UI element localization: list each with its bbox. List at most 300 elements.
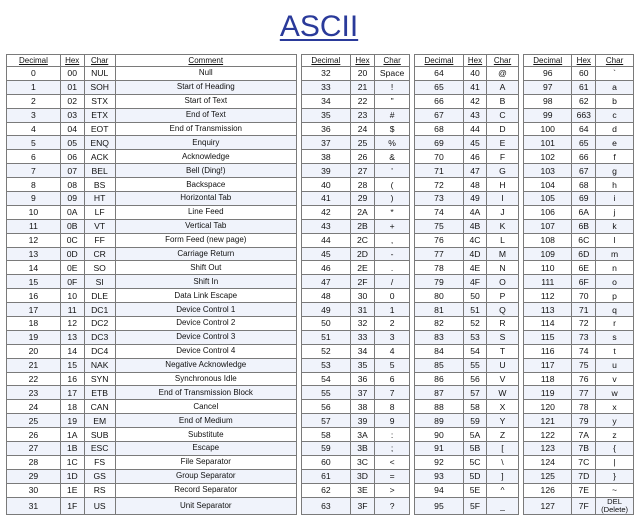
char-cell: LF	[84, 205, 115, 219]
decimal-cell: 114	[523, 317, 571, 331]
hex-cell: 02	[60, 94, 84, 108]
hex-cell: 11	[60, 303, 84, 317]
decimal-cell: 84	[415, 344, 463, 358]
char-cell: $	[375, 122, 409, 136]
char-cell: }	[596, 469, 634, 483]
char-cell: q	[596, 303, 634, 317]
hex-cell: 13	[60, 330, 84, 344]
hex-cell: 7F	[572, 497, 596, 514]
hex-cell: 3C	[350, 455, 375, 469]
char-cell: N	[487, 261, 518, 275]
decimal-cell: 23	[7, 386, 61, 400]
decimal-cell: 14	[7, 261, 61, 275]
decimal-cell: 57	[302, 414, 350, 428]
char-cell: v	[596, 372, 634, 386]
hex-cell: 60	[572, 67, 596, 81]
char-cell: FF	[84, 233, 115, 247]
hex-cell: 6E	[572, 261, 596, 275]
decimal-cell: 2	[7, 94, 61, 108]
decimal-cell: 106	[523, 205, 571, 219]
char-cell: NUL	[84, 67, 115, 81]
hex-cell: 4E	[463, 261, 487, 275]
decimal-cell: 45	[302, 247, 350, 261]
table-row	[7, 80, 634, 94]
char-cell: [	[487, 442, 518, 456]
decimal-cell: 47	[302, 275, 350, 289]
char-cell: c	[596, 108, 634, 122]
char-cell: M	[487, 247, 518, 261]
hex-cell: 70	[572, 289, 596, 303]
hex-cell: 5B	[463, 442, 487, 456]
char-cell: ?	[375, 497, 409, 514]
char-cell: b	[596, 94, 634, 108]
decimal-cell: 30	[7, 483, 61, 497]
decimal-cell: 29	[7, 469, 61, 483]
decimal-cell: 38	[302, 150, 350, 164]
hex-cell: 0D	[60, 247, 84, 261]
hex-cell: 7A	[572, 428, 596, 442]
decimal-cell: 119	[523, 386, 571, 400]
decimal-cell: 12	[7, 233, 61, 247]
hex-cell: 54	[463, 344, 487, 358]
hex-cell: 5D	[463, 469, 487, 483]
decimal-cell: 93	[415, 469, 463, 483]
char-cell: EOT	[84, 122, 115, 136]
char-cell: >	[375, 483, 409, 497]
decimal-cell: 51	[302, 330, 350, 344]
decimal-cell: 27	[7, 442, 61, 456]
char-cell: C	[487, 108, 518, 122]
decimal-cell: 53	[302, 358, 350, 372]
decimal-cell: 127	[523, 497, 571, 514]
char-cell: i	[596, 192, 634, 206]
comment-cell: Acknowledge	[115, 150, 296, 164]
char-cell: BS	[84, 178, 115, 192]
char-cell: ENQ	[84, 136, 115, 150]
decimal-cell: 75	[415, 219, 463, 233]
decimal-cell: 95	[415, 497, 463, 514]
char-cell: x	[596, 400, 634, 414]
char-cell: 4	[375, 344, 409, 358]
decimal-cell: 67	[415, 108, 463, 122]
char-cell: 6	[375, 372, 409, 386]
decimal-cell: 35	[302, 108, 350, 122]
hex-cell: 3B	[350, 442, 375, 456]
hex-cell: 46	[463, 150, 487, 164]
comment-cell: End of Transmission	[115, 122, 296, 136]
hex-cell: 6D	[572, 247, 596, 261]
hex-cell: 4A	[463, 205, 487, 219]
char-cell: @	[487, 67, 518, 81]
hex-cell: 25	[350, 136, 375, 150]
char-cell: 7	[375, 386, 409, 400]
char-cell: DLE	[84, 289, 115, 303]
hex-cell: 22	[350, 94, 375, 108]
comment-cell: Device Control 3	[115, 330, 296, 344]
char-cell: I	[487, 192, 518, 206]
header-char: Char	[487, 55, 518, 67]
decimal-cell: 88	[415, 400, 463, 414]
hex-cell: 59	[463, 414, 487, 428]
char-cell: ]	[487, 469, 518, 483]
table-row	[7, 303, 634, 317]
comment-cell: Synchronous Idle	[115, 372, 296, 386]
hex-cell: 04	[60, 122, 84, 136]
hex-cell: 6C	[572, 233, 596, 247]
decimal-cell: 44	[302, 233, 350, 247]
char-cell: DEL (Delete)	[596, 497, 634, 514]
char-cell: US	[84, 497, 115, 514]
hex-cell: 44	[463, 122, 487, 136]
char-cell: k	[596, 219, 634, 233]
hex-cell: 56	[463, 372, 487, 386]
char-cell: A	[487, 80, 518, 94]
hex-cell: 18	[60, 400, 84, 414]
decimal-cell: 82	[415, 317, 463, 331]
hex-cell: 2E	[350, 261, 375, 275]
hex-cell: 2D	[350, 247, 375, 261]
hex-cell: 0F	[60, 275, 84, 289]
decimal-cell: 78	[415, 261, 463, 275]
hex-cell: 36	[350, 372, 375, 386]
decimal-cell: 91	[415, 442, 463, 456]
hex-cell: 72	[572, 317, 596, 331]
decimal-cell: 80	[415, 289, 463, 303]
decimal-cell: 76	[415, 233, 463, 247]
comment-cell: Start of Text	[115, 94, 296, 108]
char-cell: EM	[84, 414, 115, 428]
decimal-cell: 34	[302, 94, 350, 108]
hex-cell: 74	[572, 344, 596, 358]
char-cell: E	[487, 136, 518, 150]
decimal-cell: 31	[7, 497, 61, 514]
hex-cell: 66	[572, 150, 596, 164]
hex-cell: 71	[572, 303, 596, 317]
decimal-cell: 96	[523, 67, 571, 81]
decimal-cell: 28	[7, 455, 61, 469]
decimal-cell: 5	[7, 136, 61, 150]
decimal-cell: 65	[415, 80, 463, 94]
char-cell: `	[596, 67, 634, 81]
table-row	[7, 192, 634, 206]
char-cell: FS	[84, 455, 115, 469]
title-text: ASCII	[279, 10, 359, 43]
decimal-cell: 22	[7, 372, 61, 386]
hex-cell: 6A	[572, 205, 596, 219]
char-cell: e	[596, 136, 634, 150]
hex-cell: 50	[463, 289, 487, 303]
decimal-cell: 24	[7, 400, 61, 414]
decimal-cell: 122	[523, 428, 571, 442]
decimal-cell: 103	[523, 164, 571, 178]
decimal-cell: 124	[523, 455, 571, 469]
char-cell: y	[596, 414, 634, 428]
char-cell: P	[487, 289, 518, 303]
comment-cell: Group Separator	[115, 469, 296, 483]
comment-cell: End of Text	[115, 108, 296, 122]
hex-cell: 7D	[572, 469, 596, 483]
decimal-cell: 85	[415, 358, 463, 372]
hex-cell: 40	[463, 67, 487, 81]
hex-cell: 1C	[60, 455, 84, 469]
hex-cell: 7E	[572, 483, 596, 497]
comment-cell: Substitute	[115, 428, 296, 442]
char-cell: SUB	[84, 428, 115, 442]
decimal-cell: 68	[415, 122, 463, 136]
char-cell: /	[375, 275, 409, 289]
comment-cell: Data Link Escape	[115, 289, 296, 303]
char-cell: a	[596, 80, 634, 94]
char-cell: Y	[487, 414, 518, 428]
hex-cell: 30	[350, 289, 375, 303]
hex-cell: 64	[572, 122, 596, 136]
char-cell: DC2	[84, 317, 115, 331]
table-row	[7, 164, 634, 178]
hex-cell: 2F	[350, 275, 375, 289]
hex-cell: 0C	[60, 233, 84, 247]
char-cell: m	[596, 247, 634, 261]
decimal-cell: 36	[302, 122, 350, 136]
table-row	[7, 442, 634, 456]
decimal-cell: 110	[523, 261, 571, 275]
char-cell: j	[596, 205, 634, 219]
decimal-cell: 92	[415, 455, 463, 469]
char-cell: ,	[375, 233, 409, 247]
comment-cell: File Separator	[115, 455, 296, 469]
hex-cell: 17	[60, 386, 84, 400]
table-row	[7, 219, 634, 233]
hex-cell: 6B	[572, 219, 596, 233]
decimal-cell: 8	[7, 178, 61, 192]
hex-cell: 29	[350, 192, 375, 206]
table-row	[7, 330, 634, 344]
decimal-cell: 118	[523, 372, 571, 386]
hex-cell: 39	[350, 414, 375, 428]
char-cell: &	[375, 150, 409, 164]
hex-cell: 15	[60, 358, 84, 372]
char-cell: SOH	[84, 80, 115, 94]
decimal-cell: 104	[523, 178, 571, 192]
decimal-cell: 54	[302, 372, 350, 386]
hex-cell: 38	[350, 400, 375, 414]
char-cell: H	[487, 178, 518, 192]
hex-cell: 24	[350, 122, 375, 136]
char-cell: h	[596, 178, 634, 192]
char-cell: Space	[375, 67, 409, 81]
hex-cell: 6F	[572, 275, 596, 289]
decimal-cell: 98	[523, 94, 571, 108]
comment-cell: Device Control 4	[115, 344, 296, 358]
table-row	[7, 455, 634, 469]
char-cell: 8	[375, 400, 409, 414]
decimal-cell: 49	[302, 303, 350, 317]
header-decimal: Decimal	[7, 55, 61, 67]
decimal-cell: 0	[7, 67, 61, 81]
char-cell: X	[487, 400, 518, 414]
table-row	[7, 317, 634, 331]
hex-cell: 10	[60, 289, 84, 303]
char-cell: 2	[375, 317, 409, 331]
char-cell: '	[375, 164, 409, 178]
hex-cell: 1F	[60, 497, 84, 514]
char-cell: SI	[84, 275, 115, 289]
decimal-cell: 97	[523, 80, 571, 94]
table-row	[7, 428, 634, 442]
char-cell: _	[487, 497, 518, 514]
table-row	[7, 344, 634, 358]
char-cell: GS	[84, 469, 115, 483]
table-row	[7, 205, 634, 219]
char-cell: 0	[375, 289, 409, 303]
header-decimal: Decimal	[523, 55, 571, 67]
hex-cell: 5E	[463, 483, 487, 497]
hex-cell: 28	[350, 178, 375, 192]
decimal-cell: 112	[523, 289, 571, 303]
comment-cell: Device Control 2	[115, 317, 296, 331]
comment-cell: Backspace	[115, 178, 296, 192]
char-cell: L	[487, 233, 518, 247]
decimal-cell: 83	[415, 330, 463, 344]
decimal-cell: 50	[302, 317, 350, 331]
hex-cell: 4C	[463, 233, 487, 247]
char-cell: =	[375, 469, 409, 483]
comment-cell: Form Feed (new page)	[115, 233, 296, 247]
char-cell: 5	[375, 358, 409, 372]
hex-cell: 23	[350, 108, 375, 122]
hex-cell: 73	[572, 330, 596, 344]
char-cell: Q	[487, 303, 518, 317]
char-cell: F	[487, 150, 518, 164]
decimal-cell: 9	[7, 192, 61, 206]
hex-cell: 0A	[60, 205, 84, 219]
char-cell: p	[596, 289, 634, 303]
decimal-cell: 120	[523, 400, 571, 414]
table-row	[7, 497, 634, 514]
char-cell: ETB	[84, 386, 115, 400]
hex-cell: 0B	[60, 219, 84, 233]
decimal-cell: 33	[302, 80, 350, 94]
comment-cell: End of Medium	[115, 414, 296, 428]
decimal-cell: 125	[523, 469, 571, 483]
hex-cell: 53	[463, 330, 487, 344]
decimal-cell: 123	[523, 442, 571, 456]
comment-cell: Enquiry	[115, 136, 296, 150]
hex-cell: 41	[463, 80, 487, 94]
hex-cell: 19	[60, 414, 84, 428]
hex-cell: 26	[350, 150, 375, 164]
hex-cell: 5C	[463, 455, 487, 469]
decimal-cell: 19	[7, 330, 61, 344]
char-cell: t	[596, 344, 634, 358]
char-cell: #	[375, 108, 409, 122]
char-cell: ^	[487, 483, 518, 497]
table-row	[7, 178, 634, 192]
decimal-cell: 63	[302, 497, 350, 514]
hex-cell: 58	[463, 400, 487, 414]
table-row	[7, 108, 634, 122]
char-cell: G	[487, 164, 518, 178]
header-hex: Hex	[350, 55, 375, 67]
char-cell: VT	[84, 219, 115, 233]
decimal-cell: 6	[7, 150, 61, 164]
table-row	[7, 136, 634, 150]
header-hex: Hex	[463, 55, 487, 67]
hex-cell: 0E	[60, 261, 84, 275]
char-cell: J	[487, 205, 518, 219]
table-row	[7, 469, 634, 483]
decimal-cell: 16	[7, 289, 61, 303]
hex-cell: 5A	[463, 428, 487, 442]
hex-cell: 33	[350, 330, 375, 344]
table-row	[7, 414, 634, 428]
char-cell: DC1	[84, 303, 115, 317]
comment-cell: Carriage Return	[115, 247, 296, 261]
comment-cell: Cancel	[115, 400, 296, 414]
table-row	[7, 483, 634, 497]
decimal-cell: 11	[7, 219, 61, 233]
header-comment: Comment	[115, 55, 296, 67]
char-cell: l	[596, 233, 634, 247]
decimal-cell: 1	[7, 80, 61, 94]
decimal-cell: 121	[523, 414, 571, 428]
decimal-cell: 37	[302, 136, 350, 150]
comment-cell: Line Feed	[115, 205, 296, 219]
hex-cell: 4F	[463, 275, 487, 289]
decimal-cell: 59	[302, 442, 350, 456]
decimal-cell: 116	[523, 344, 571, 358]
table-row	[7, 275, 634, 289]
hex-cell: 65	[572, 136, 596, 150]
char-cell: DC3	[84, 330, 115, 344]
decimal-cell: 46	[302, 261, 350, 275]
decimal-cell: 25	[7, 414, 61, 428]
decimal-cell: 18	[7, 317, 61, 331]
hex-cell: 48	[463, 178, 487, 192]
ascii-table	[6, 54, 634, 515]
decimal-cell: 64	[415, 67, 463, 81]
decimal-cell: 71	[415, 164, 463, 178]
decimal-cell: 13	[7, 247, 61, 261]
char-cell: +	[375, 219, 409, 233]
table-row	[7, 400, 634, 414]
header-char: Char	[84, 55, 115, 67]
decimal-cell: 72	[415, 178, 463, 192]
char-cell: -	[375, 247, 409, 261]
comment-cell: Bell (Ding!)	[115, 164, 296, 178]
decimal-cell: 117	[523, 358, 571, 372]
hex-cell: 76	[572, 372, 596, 386]
comment-cell: Start of Heading	[115, 80, 296, 94]
decimal-cell: 40	[302, 178, 350, 192]
comment-cell: Vertical Tab	[115, 219, 296, 233]
char-cell: |	[596, 455, 634, 469]
char-cell: W	[487, 386, 518, 400]
header-decimal: Decimal	[302, 55, 350, 67]
hex-cell: 20	[350, 67, 375, 81]
decimal-cell: 26	[7, 428, 61, 442]
hex-cell: 51	[463, 303, 487, 317]
char-cell: .	[375, 261, 409, 275]
decimal-cell: 39	[302, 164, 350, 178]
comment-cell: End of Transmission Block	[115, 386, 296, 400]
hex-cell: 3E	[350, 483, 375, 497]
decimal-cell: 62	[302, 483, 350, 497]
hex-cell: 43	[463, 108, 487, 122]
decimal-cell: 7	[7, 164, 61, 178]
decimal-cell: 4	[7, 122, 61, 136]
char-cell: HT	[84, 192, 115, 206]
char-cell: "	[375, 94, 409, 108]
